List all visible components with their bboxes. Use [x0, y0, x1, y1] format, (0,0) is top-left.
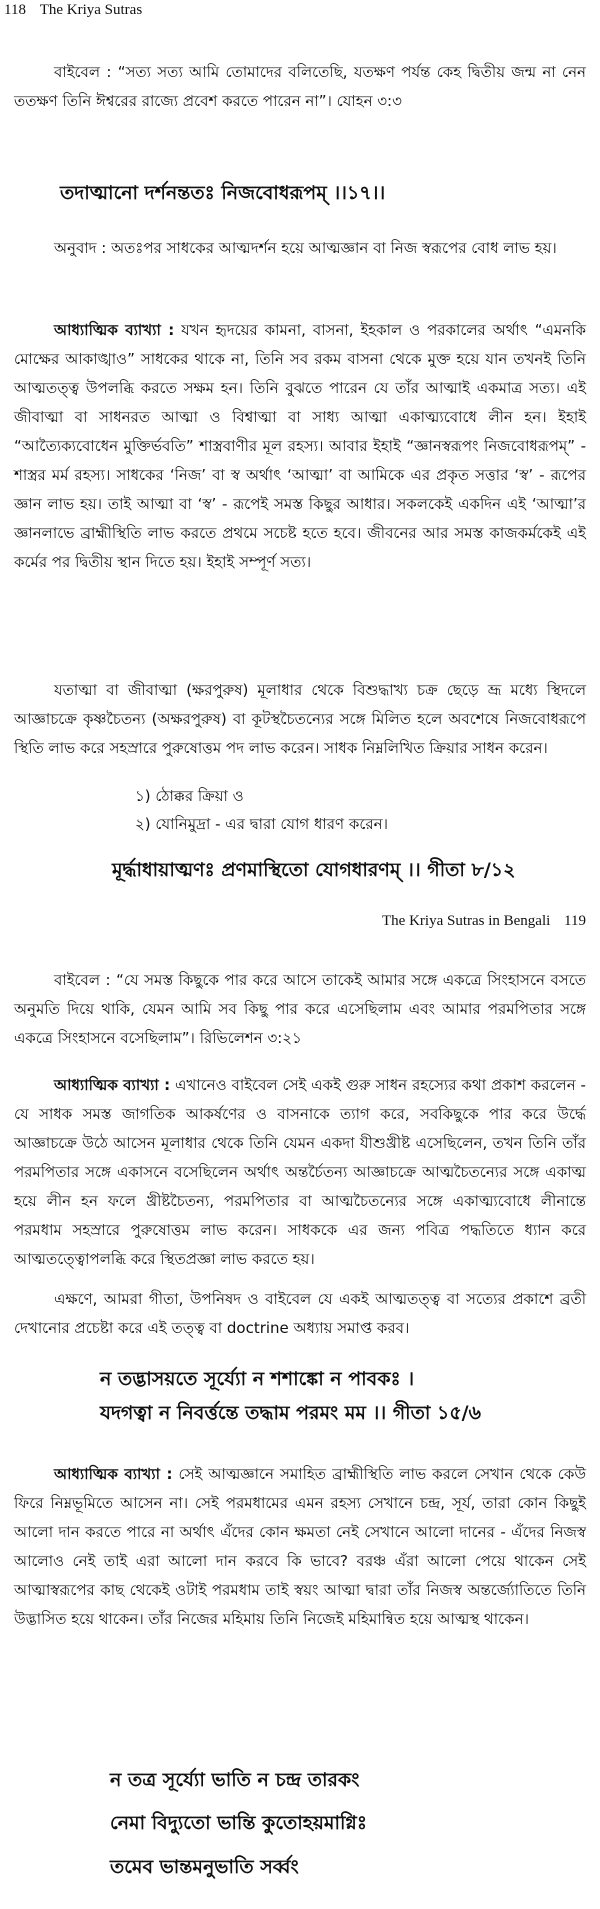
list-item: ২) যোনিমুদ্রা - এর দ্বারা যোগ ধারণ করেন।: [135, 815, 388, 833]
kriya-list: [135, 782, 388, 838]
page-number: 118: [4, 2, 26, 18]
spiritual-text: যখন হৃদয়ের কামনা, বাসনা, ইহকাল ও পরকালের অর্থাৎ “এমনকি মোক্ষের আকাঙ্খাও” সাধকের থাকে না, তিনি সব রকম বাসনা থেকে মুক্ত হয়ে যান তখনই তিনি আত্মতত্ত্ব উপলব্ধি করতে সক্ষম হন। তিনি বুঝতে পারেন যে তাঁর আত্মাই একমাত্র সত্য। এই জীবাত্মা বা সাধনরত আত্মা ও বিশ্বাত্মা বা সাধ্য আত্মা একাত্ম্যবোধে লীন হন। ইহাই “আত্যৈক্যবোধেন মুক্তিৰ্ভবতি” শাস্ত্রবাণীর মূল রহস্য। আবার ইহাই “জ্ঞানস্বরূপং নিজবোধরূপম্” - শাস্ত্রর মর্ম রহস্য। সাধকের ‘নিজ’ বা স্ব অর্থাৎ ‘আত্মা’ বা আমিকে এর প্রকৃত সত্তার ‘স্ব’ - রূপের জ্ঞান লাভ হয়। তাই আত্মা বা ‘স্ব’ - রূপেই সমস্ত কিছুর আধার। সকলকেই একদিন এই ‘আত্মা’র জ্ঞানলাভে ব্রাহ্মীস্থিতি লাভ করতে প্রথমে সচেষ্ট হতে হবে। জীবনের আর সমস্ত কাজকর্মকেই এই কর্মের পর দ্বিতীয় স্থান দিতে হয়। ইহাই সম্পূর্ণ সত্য।: [14, 321, 586, 571]
running-title: The Kriya Sutras: [39, 2, 143, 18]
spiritual-explanation-paragraph-2: [14, 1071, 586, 1274]
anubad-paragraph: [14, 234, 586, 263]
list-item: ১) ঠোক্কর ক্রিয়া ও: [135, 787, 244, 805]
upanishad-verse-line-2: নেমা বিদ্যুতো ভান্তি কুতোহয়মাগ্নিঃ: [110, 1812, 367, 1834]
upanishad-verse-line-1: ন তত্র সূর্য্যো ভাতি ন চন্দ্র তারকং: [110, 1769, 360, 1791]
spiritual-explanation-paragraph-3: [14, 1460, 586, 1634]
spiritual-label: আধ্যাত্মিক ব্যাখ্যা :: [54, 1076, 171, 1094]
bible-paragraph-2: [14, 966, 586, 1053]
spiritual-text: সেই আত্মজ্ঞানে সমাহিত ব্রাহ্মীস্থিতি লাভ করলে সেখান থেকে কেউ ফিরে নিম্নভূমিতে আসেন না। সেই পরমধামের এমন রহস্য সেখানে চন্দ্র, সূর্য, তারা কোন কিছুই আলো দান করতে পারে না অর্থাৎ এঁদের কোন ক্ষমতা নেই সেখানে আলো দানের - এঁদের নিজস্ব আলোও নেই তাই এরা আলো দান করবে কি ভাবে? বরঞ্চ এঁরা আলো পেয়ে থাকেন সেই আত্মাস্বরূপের কাছ থেকেই ওটাই পরমধাম তাই স্বয়ং আত্মা দ্বারা তাঁর নিজস্ব অন্তর্জ্যোতিতে তিনি উদ্ভাসিত হয়ে থাকেন। তাঁর নিজের মহিমায় তিনি নিজেই মহিমান্বিত হয়ে আত্মস্থ থাকেন।: [14, 1465, 586, 1628]
anubad-text: অতঃপর সাধকের আত্মদর্শন হয়ে আত্মজ্ঞান বা নিজ স্বরূপের বোধ লাভ হয়।: [111, 239, 557, 257]
gita-verse-line-1: ন তদ্ভাসয়তে সূর্য্যো ন শশাঙ্কো ন পাবকঃ ।: [100, 1368, 415, 1390]
page-number: 119: [564, 913, 586, 929]
gita-verse-8-12: মূর্দ্ধাধায়াত্মণঃ প্রণমাস্থিতো যোগধারণম্ ।। গীতা ৮/১২: [112, 859, 516, 881]
bible-label: বাইবেল :: [54, 63, 112, 81]
spiritual-explanation-paragraph: [14, 316, 586, 577]
page-header-119: [382, 913, 586, 930]
yogic-paragraph: যতাত্মা বা জীবাত্মা (ক্ষরপুরুষ) মূলাধার থেকে বিশুদ্ধাখ্য চক্র ছেড়ে ভ্রূ মধ্যে স্থিদলে আজ্ঞাচক্রে কৃষ্ণচৈতন্য (অক্ষরপুরুষ) বা কূটস্থচৈতন্যের সঙ্গে মিলিত হলে অবশেষে নিজবোধরূপে স্থিতি লাভ করে সহস্রারে পুরুষোত্তম পদ লাভ করেন। সাধক নিম্নলিখিত ক্রিয়ার সাধন করেন।: [14, 681, 586, 757]
bible-text: “যে সমস্ত কিছুকে পার করে আসে তাকেই আমার সঙ্গে একত্রে সিংহাসনে বসতে অনুমতি দিয়ে থাকি, যেমন আমি সব কিছু পার করে এসেছিলাম এবং আমার পরমপিতার সঙ্গে একত্রে সিংহাসনে বসেছিলাম”। রিভিলেশন ৩:২১: [14, 971, 586, 1047]
anubad-label: অনুবাদ :: [54, 239, 107, 257]
bible-label: বাইবেল :: [54, 971, 111, 989]
spiritual-label: আধ্যাত্মিক ব্যাখ্যা :: [54, 1465, 173, 1483]
sutra-17: তদাত্মানো দর্শনন্ততঃ নিজবোধরূপম্ ।।১৭।।: [60, 182, 386, 204]
bible-paragraph: [14, 58, 586, 116]
upanishad-verse-line-3: তমেব ভান্তমনুভাতি সর্ব্বং: [110, 1856, 299, 1878]
spiritual-label: আধ্যাত্মিক ব্যাখ্যা :: [54, 321, 175, 339]
page-header-118: [4, 2, 142, 19]
spiritual-text: এখানেও বাইবেল সেই একই গুরু সাধন রহস্যের কথা প্রকাশ করলেন - যে সাধক সমস্ত জাগতিক আকর্ষণের ও বাসনাকে ত্যাগ করে, সবকিছুকে পার করে উর্দ্ধে আজ্ঞাচক্রে উঠে আসেন মূলাধার থেকে তিনি যেমন একদা যীশুখ্রীষ্ট এসেছিলেন, তখন তিনি তাঁর পরমপিতার সঙ্গে একাসনে বসেছিলেন অর্থাৎ অন্তর্চৈতন্য আজ্ঞাচক্রে আত্মচৈতন্যের সঙ্গে একাত্ম হয়ে লীন হন ফলে খ্রীষ্টচৈতন্য, পরমপিতার বা আত্মচৈতন্যের সঙ্গে একাত্ম্যবোধে লীনান্তে পরমধাম সহস্রারে পুরুষোত্তম লাভ করেন। সাধককে এর জন্য পবিত্র পদ্ধতিতে ধ্যান করে আত্মতত্ত্বোপলব্ধি করে স্থিতপ্রজ্ঞা লাভ করতে হয়।: [14, 1076, 586, 1268]
gita-verse-line-2: যদগত্বা ন নিবর্ত্তন্তে তদ্ধাম পরমং মম ।। গীতা ১৫/৬: [100, 1402, 481, 1424]
conclusion-paragraph: এক্ষণে, আমরা গীতা, উপনিষদ ও বাইবেল যে একই আত্মতত্ত্ব বা সত্যের প্রকাশে ব্রতী দেখানোর প্রচেষ্টা করে এই তত্ত্ব বা doctrine অধ্যায় সমাপ্ত করব।: [14, 1290, 586, 1337]
running-title: The Kriya Sutras in Bengali: [382, 913, 551, 929]
bible-text: “সত্য সত্য আমি তোমাদের বলিতেছি, যতক্ষণ পর্যন্ত কেহ দ্বিতীয় জন্ম না নেন ততক্ষণ তিনি ঈশ্বরের রাজ্যে প্রবেশ করতে পারেন না”। যোহন ৩:৩: [14, 63, 586, 110]
